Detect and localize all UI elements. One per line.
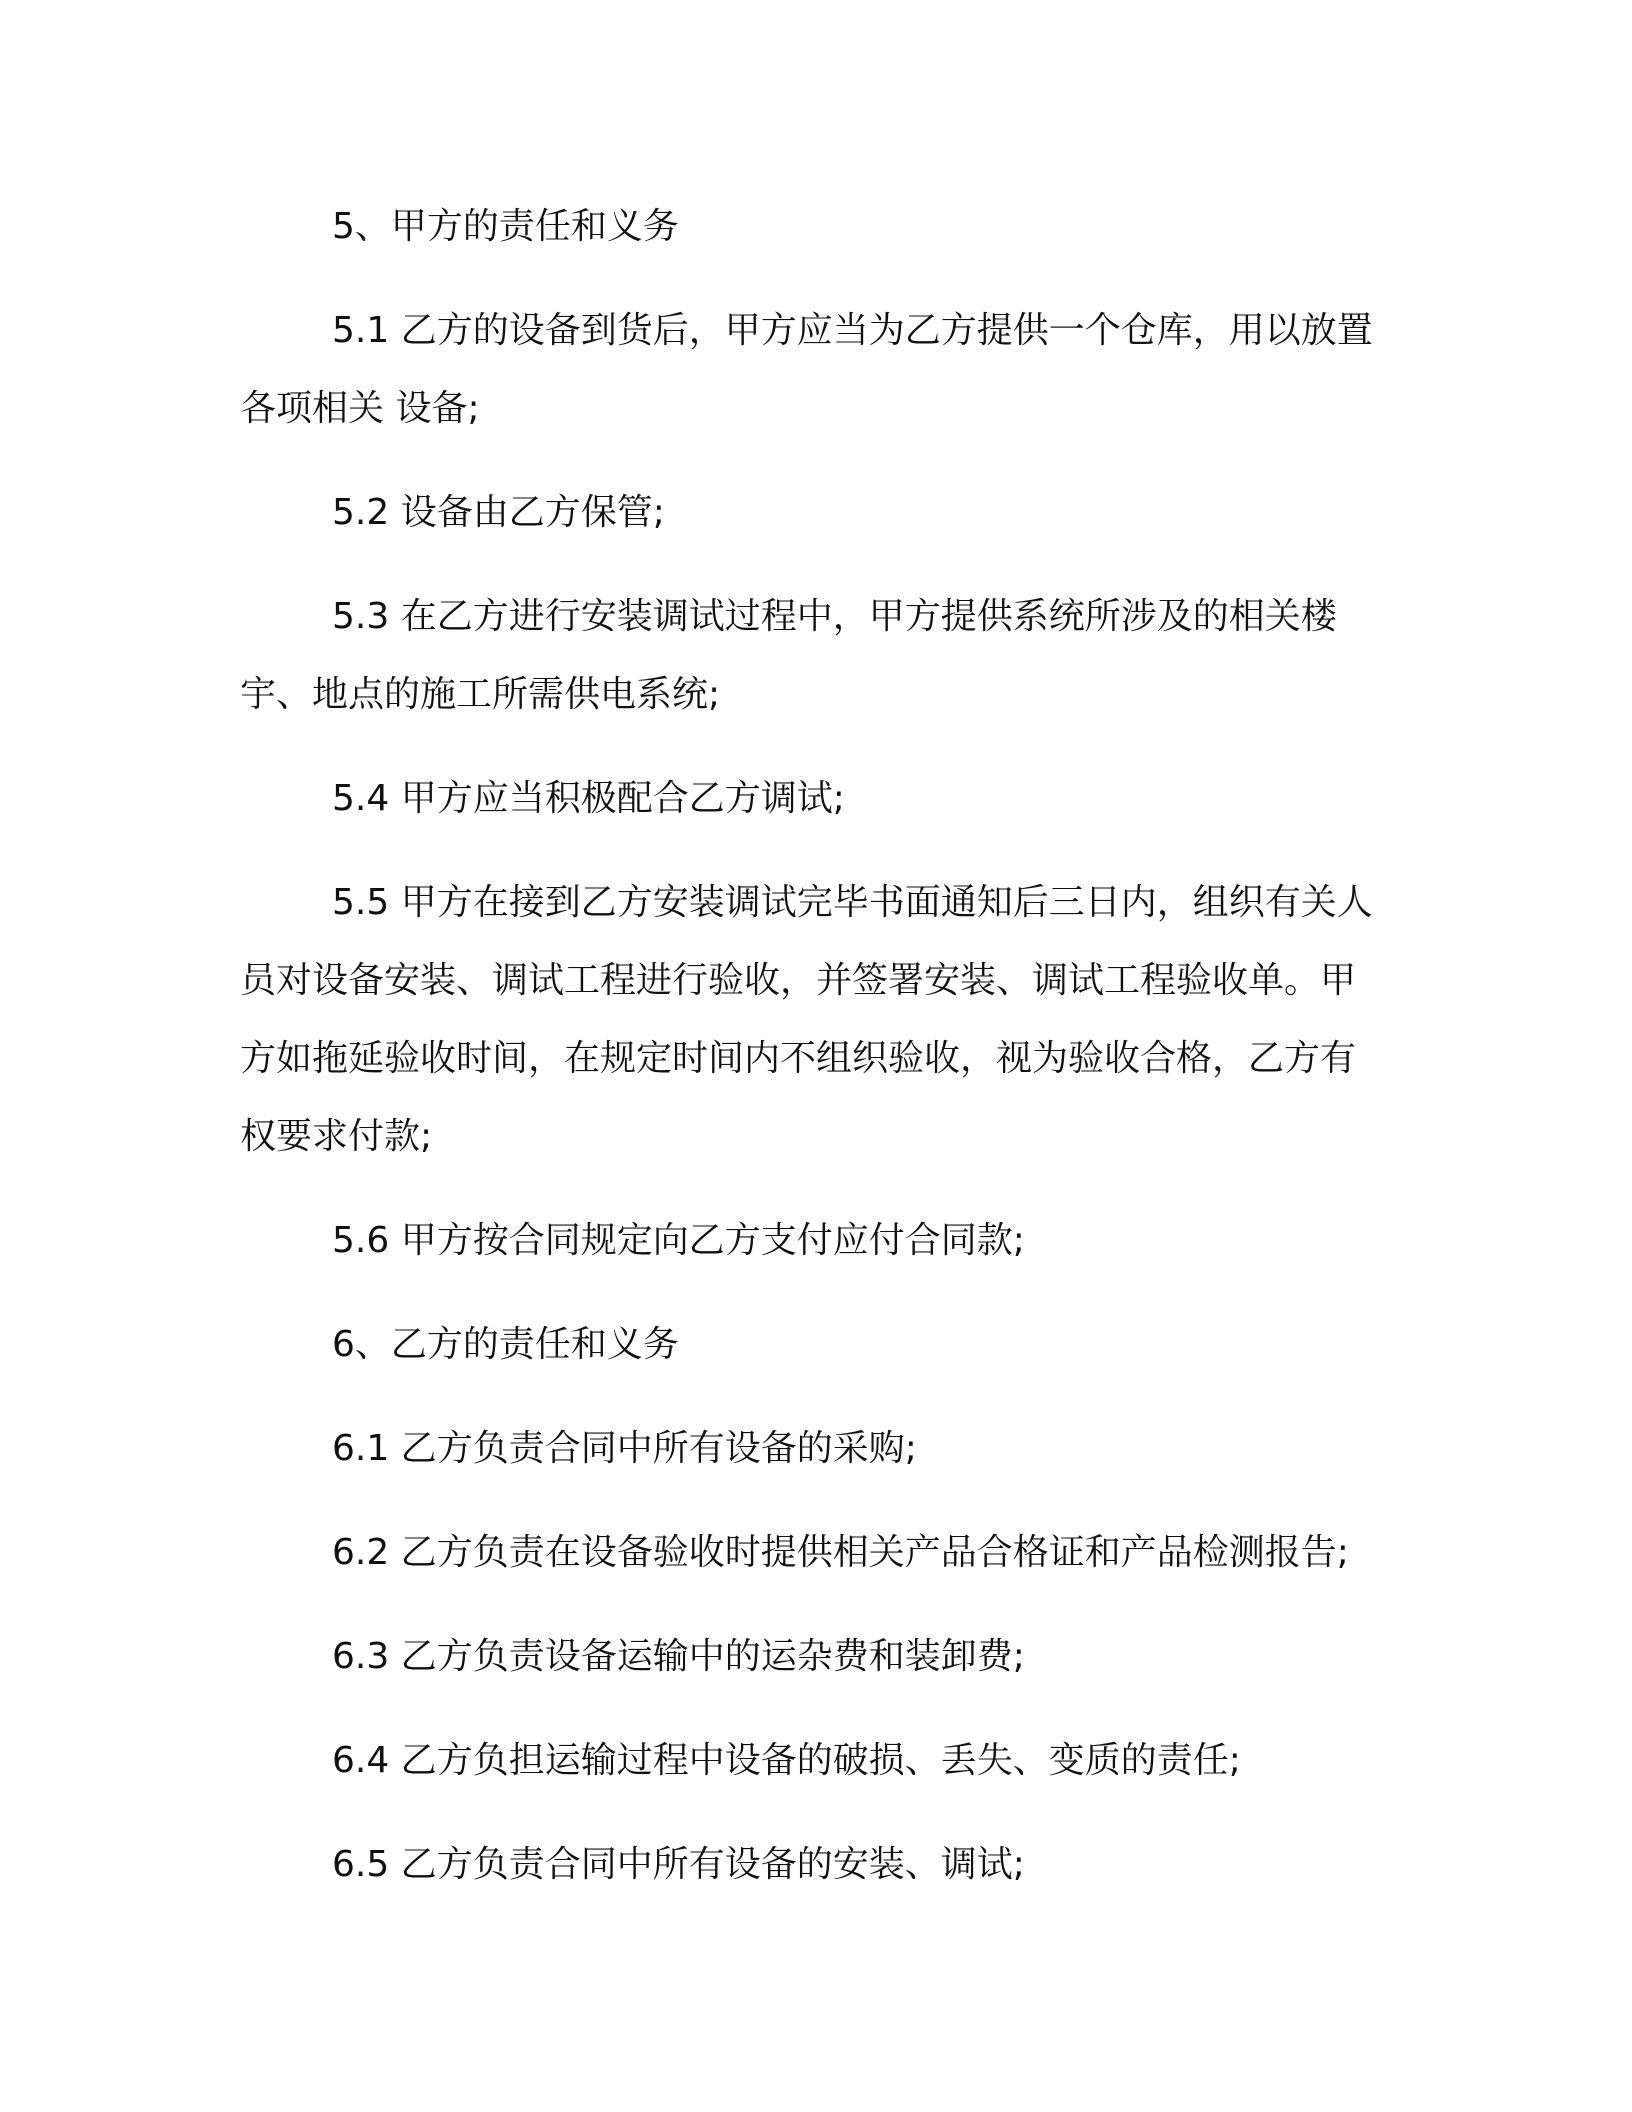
clause-5-6: 5.6 甲方按合同规定向乙方支付应付合同款; xyxy=(332,1220,1025,1261)
clause-5-2: 5.2 设备由乙方保管; xyxy=(332,492,665,533)
clause-6-4: 6.4 乙方负担运输过程中设备的破损、丢失、变质的责任; xyxy=(332,1740,1241,1781)
clause-6-1: 6.1 乙方负责合同中所有设备的采购; xyxy=(332,1428,917,1469)
document-body xyxy=(240,188,1385,1904)
section-6-heading: 6、乙方的责任和义务 xyxy=(332,1324,679,1365)
clause-6-3: 6.3 乙方负责设备运输中的运杂费和装卸费; xyxy=(332,1636,1025,1677)
clause-5-5: 5.5 甲方在接到乙方安装调试完毕书面通知后三日内，组织有关人员对设备安装、调试工程进行验收，并签署安装、调试工程验收单。甲方如拖延验收时间，在规定时间内不组织验收，视为验收合格，乙方有权要求付款; xyxy=(240,882,1373,1157)
section-5-heading: 5、甲方的责任和义务 xyxy=(332,206,679,247)
clause-5-4: 5.4 甲方应当积极配合乙方调试; xyxy=(332,778,845,819)
clause-5-1: 5.1 乙方的设备到货后，甲方应当为乙方提供一个仓库，用以放置各项相关 设备; xyxy=(240,310,1373,429)
clause-6-2: 6.2 乙方负责在设备验收时提供相关产品合格证和产品检测报告; xyxy=(332,1532,1349,1573)
clause-5-3: 5.3 在乙方进行安装调试过程中，甲方提供系统所涉及的相关楼宇、地点的施工所需供电系统; xyxy=(240,596,1337,715)
clause-6-5: 6.5 乙方负责合同中所有设备的安装、调试; xyxy=(332,1844,1025,1885)
